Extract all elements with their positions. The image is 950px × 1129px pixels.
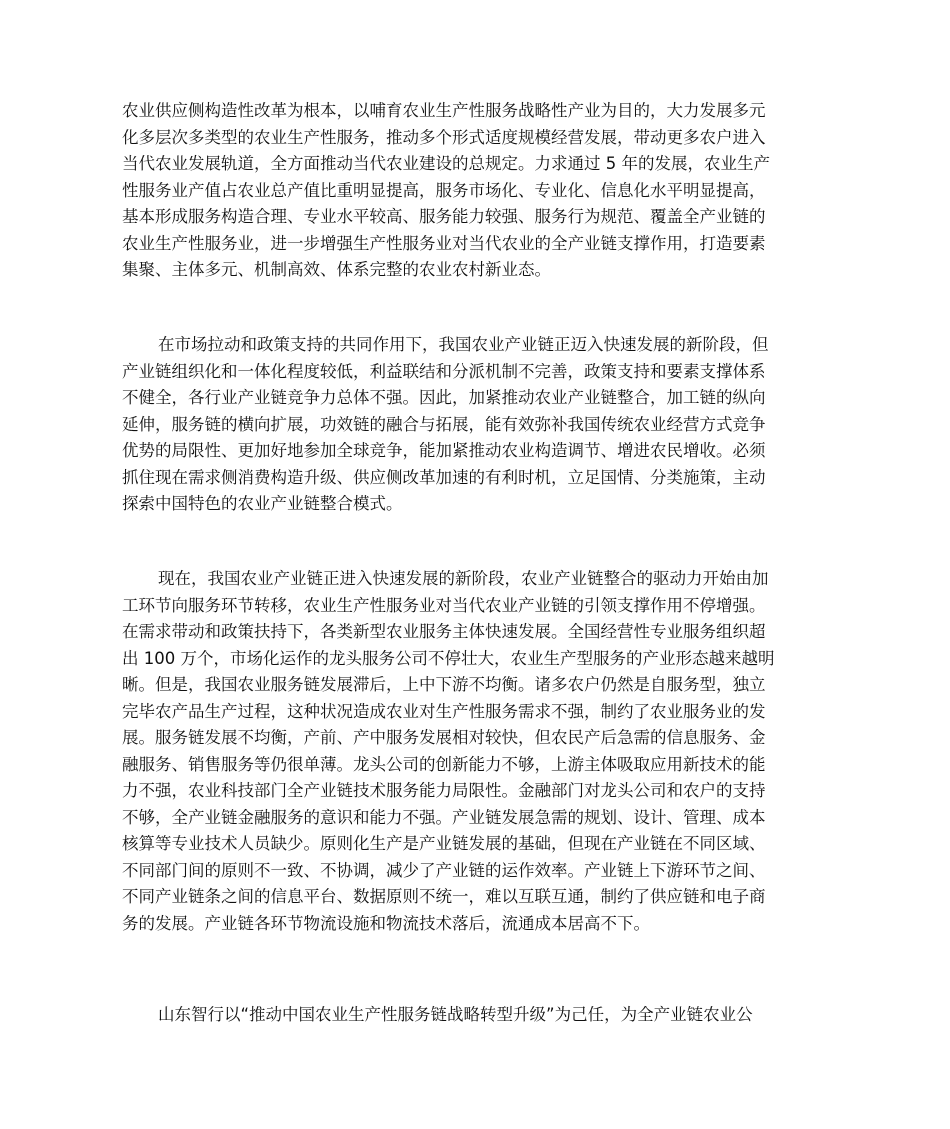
text-line: 融服务、销售服务等仍很单薄。龙头公司的创新能力不够，上游主体吸取应用新技术的能: [122, 754, 766, 774]
text-line: 在需求带动和政策扶持下，各类新型农业服务主体快速发展。全国经营性专业服务组织超: [122, 622, 766, 641]
text-line: 探索中国特色的农业产业链整合模式。: [122, 494, 403, 513]
text-line: 不够，全产业链金融服务的意识和能力不强。产业链发展急需的规划、设计、管理、成本: [122, 807, 766, 827]
paragraph-2: [122, 332, 842, 518]
paragraph-4: [122, 1002, 842, 1029]
text-line: 力不强，农业科技部门全产业链技术服务能力局限性。金融部门对龙头公司和农户的支持: [122, 781, 766, 800]
text-line: 性服务业产值占农业总产值比重明显提高，服务市场化、专业化、信息化水平明显提高，: [122, 180, 766, 200]
text-line: 基本形成服务构造合理、专业水平较高、服务能力较强、服务行为规范、覆盖全产业链的: [122, 207, 766, 226]
text-line: 农业供应侧构造性改革为根本，以哺育农业生产性服务战略性产业为目的，大力发展多元: [122, 101, 766, 120]
text-line: 核算等专业技术人员缺少。原则化生产是产业链发展的基础，但现在产业链在不同区域、: [122, 834, 766, 853]
text-line: 不同部门间的原则不一致、不协调，减少了产业链的运作效率。产业链上下游环节之间、: [122, 860, 766, 880]
text-line: 山东智行以“推动中国农业生产性服务链战略转型升级”为己任，为全产业链农业公: [158, 1005, 753, 1024]
paragraph-3: [122, 566, 842, 937]
text-line: 现在，我国农业产业链正进入快速发展的新阶段，农业产业链整合的驱动力开始由加: [158, 569, 769, 588]
text-line: 优势的局限性、更加好地参加全球竞争，能加紧推动农业构造调节、增进农民增收。必须: [122, 441, 766, 460]
text-line: 晰。但是，我国农业服务链发展滞后，上中下游不均衡。诸多农户仍然是自服务型，独立: [122, 675, 766, 694]
text-line: 工环节向服务环节转移，农业生产性服务业对当代农业产业链的引领支撑作用不停增强。: [122, 595, 766, 615]
text-line: 完毕农产品生产过程，这种状况造成农业对生产性服务需求不强，制约了农业服务业的发: [122, 701, 766, 721]
paragraph-1: [122, 98, 842, 284]
text-line: 务的发展。产业链各环节物流设施和物流技术落后，流通成本居高不下。: [122, 913, 650, 933]
text-line: 延伸，服务链的横向扩展，功效链的融合与拓展，能有效弥补我国传统农业经营方式竞争: [122, 414, 766, 434]
text-line: 抓住现在需求侧消费构造升级、供应侧改革加速的有利时机，立足国情、分类施策，主动: [122, 467, 766, 487]
text-line: 化多层次多类型的农业生产性服务，推动多个形式适度规模经营发展，带动更多农户进入: [122, 127, 766, 147]
text-line: 农业生产性服务业，进一步增强生产性服务业对当代农业的全产业链支撑作用，打造要素: [122, 233, 766, 253]
text-line: 不健全，各行业产业链竞争力总体不强。因此，加紧推动农业产业链整合，加工链的纵向: [122, 388, 766, 407]
text-line: 产业链组织化和一体化程度较低，利益联结和分派机制不完善，政策支持和要素支撑体系: [122, 361, 766, 381]
text-line: 展。服务链发展不均衡，产前、产中服务发展相对较快，但农民产后急需的信息服务、金: [122, 728, 766, 747]
text-line: 集聚、主体多元、机制高效、体系完整的农业农村新业态。: [122, 260, 551, 279]
text-line: 当代农业发展轨道，全方面推动当代农业建设的总规定。力求通过 5 年的发展，农业生产: [122, 154, 770, 173]
text-line: 不同产业链条之间的信息平台、数据原则不统一，难以互联互通，制约了供应链和电子商: [122, 887, 766, 906]
text-line: 出 100 万个，市场化运作的龙头服务公司不停壮大，农业生产型服务的产业形态越来越明: [122, 648, 775, 668]
text-line: 在市场拉动和政策支持的共同作用下，我国农业产业链正迈入快速发展的新阶段，但: [158, 335, 769, 354]
